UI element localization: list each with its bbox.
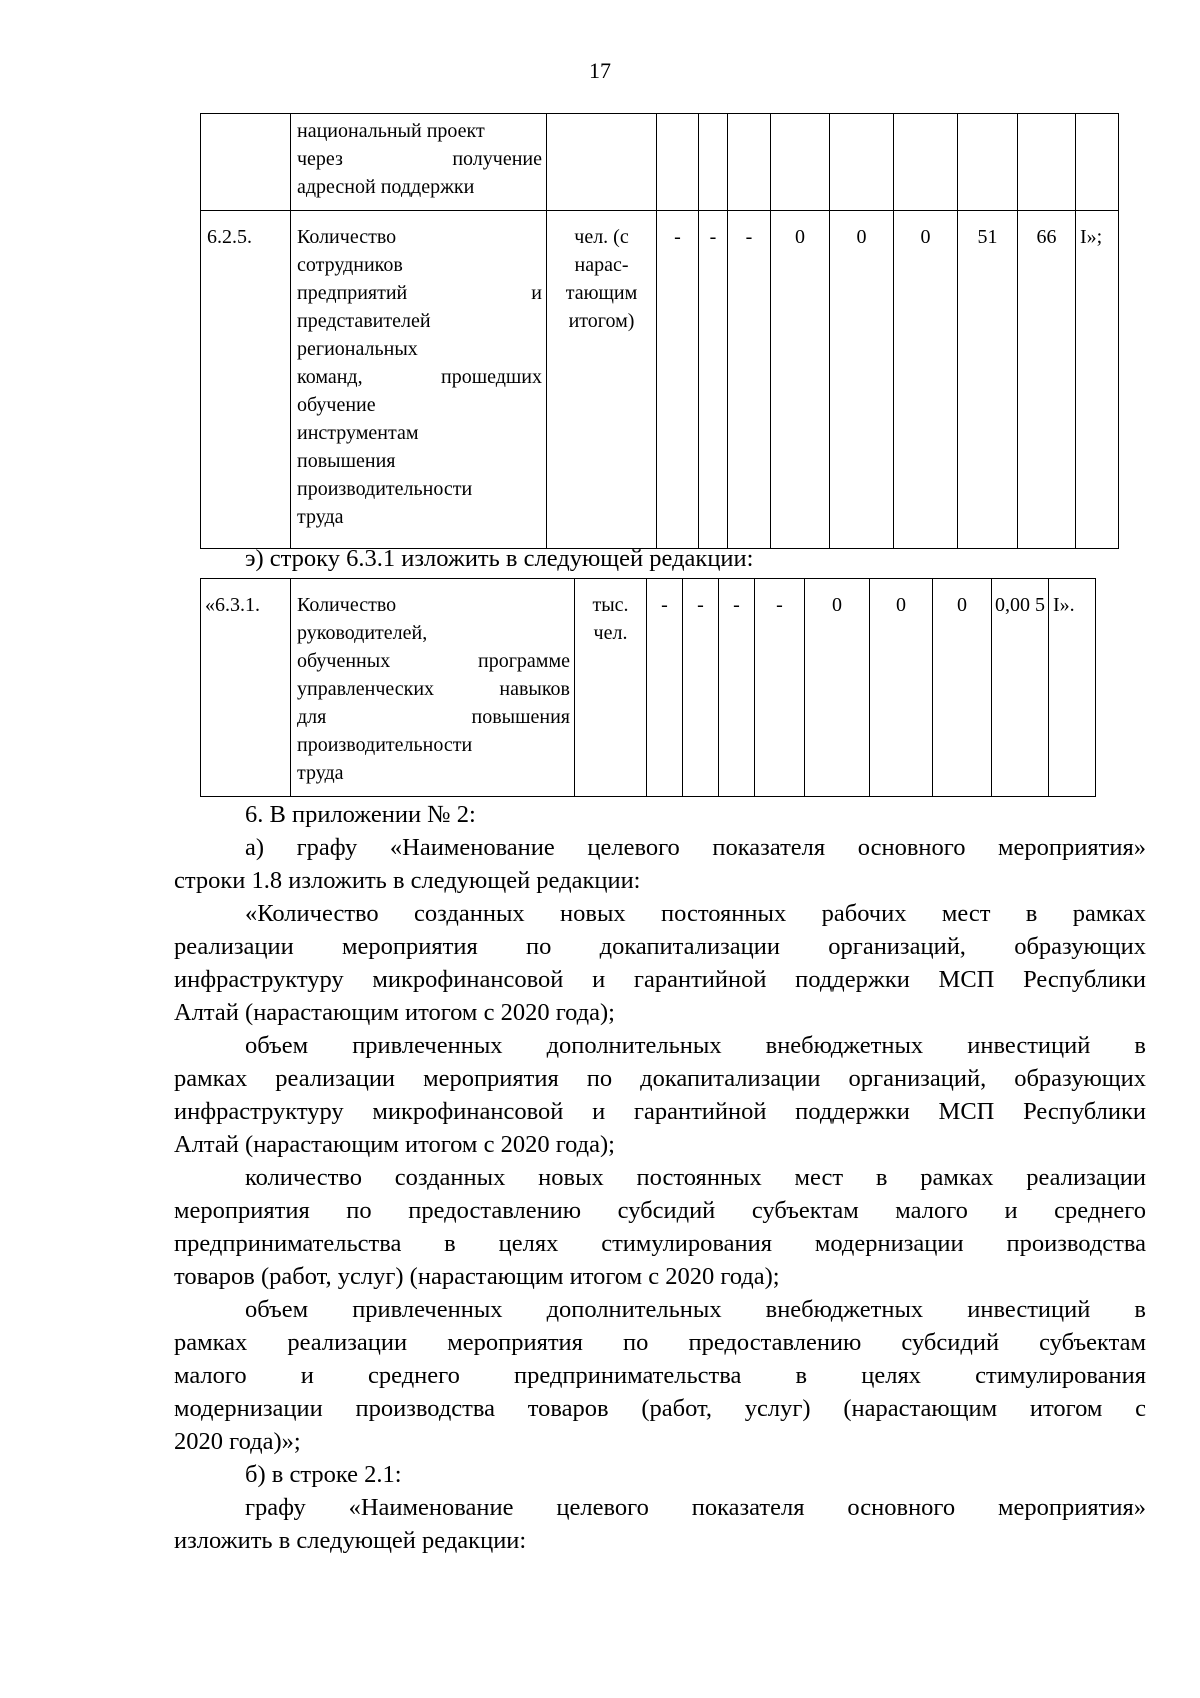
paragraph-b-column-line-1: графу «Наименование целевого показателя основного мероприятия» [245,1494,1146,1521]
paragraph-b-column-line-2: изложить в следующей редакции: [174,1527,527,1554]
value-cell: - [699,211,728,549]
quote-line-3: инфраструктуру микрофинансовой и гарантийной поддержки МСП Республики [174,966,1146,993]
row-number-cell [201,114,291,211]
subsidy-investment-line-1: объем привлеченных дополнительных внебюджетных инвестиций в [245,1296,1146,1323]
paragraph-a-line-2: строки 1.8 изложить в следующей редакции: [174,867,641,894]
indicator-name-cell: Количество сотрудников предприятий и представителей региональных команд, прошедших обучение инструментам повышения производительности труда [291,211,547,549]
indicator-name-cell: национальный проект через получение адресной поддержки [291,114,547,211]
value-cell: 0 [805,579,870,797]
value-cell [1018,114,1076,211]
indicator-table-6-3-1 [200,578,1096,797]
value-cell: - [683,579,719,797]
investment-line-3: инфраструктуру микрофинансовой и гарантийной поддержки МСП Республики [174,1098,1146,1125]
investment-line-2: рамках реализации мероприятия по докапитализации организаций, образующих [174,1065,1146,1092]
unit-cell [547,114,657,211]
value-cell: - [728,211,771,549]
quote-line-1: «Количество созданных новых постоянных рабочих мест в рамках [245,900,1146,927]
value-cell: I». [1049,579,1096,797]
paragraph-a-line-1: а) графу «Наименование целевого показателя основного мероприятия» [245,834,1146,861]
unit-cell: тыс. чел. [575,579,647,797]
value-cell: I»; [1076,211,1119,549]
subsidy-investment-line-4: модернизации производства товаров (работ, услуг) (нарастающим итогом с [174,1395,1146,1422]
table-row [201,579,1096,797]
value-cell: - [755,579,805,797]
value-cell [771,114,830,211]
value-cell [728,114,771,211]
row-number-cell: «6.3.1. [201,579,291,797]
subsidy-investment-line-3: малого и среднего предпринимательства в целях стимулирования [174,1362,1146,1389]
quote-line-4: Алтай (нарастающим итогом с 2020 года); [174,999,615,1026]
jobs-line-1: количество созданных новых постоянных мест в рамках реализации [245,1164,1146,1191]
indicator-name-cell: Количество руководителей, обученных программе управленческих навыков для повышения производительности труда [291,579,575,797]
subsidy-investment-line-2: рамках реализации мероприятия по предоставлению субсидий субъектам [174,1329,1146,1356]
value-cell [894,114,958,211]
value-cell: 0 [870,579,933,797]
value-cell [1076,114,1119,211]
value-cell [657,114,699,211]
investment-line-4: Алтай (нарастающим итогом с 2020 года); [174,1131,615,1158]
quote-line-2: реализации мероприятия по докапитализации организаций, образующих [174,933,1146,960]
value-cell [830,114,894,211]
value-cell: 0 [830,211,894,549]
page-number: 17 [589,58,611,83]
value-cell: - [719,579,755,797]
table-row [201,211,1119,549]
value-cell: 0 [771,211,830,549]
value-cell: 0,00 5 [992,579,1049,797]
jobs-line-3: предпринимательства в целях стимулирования модернизации производства [174,1230,1146,1257]
value-cell [699,114,728,211]
jobs-line-2: мероприятия по предоставлению субсидий субъектам малого и среднего [174,1197,1146,1224]
jobs-line-4: товаров (работ, услуг) (нарастающим итогом с 2020 года); [174,1263,780,1290]
investment-line-1: объем привлеченных дополнительных внебюджетных инвестиций в [245,1032,1146,1059]
paragraph-b: б) в строке 2.1: [245,1461,402,1488]
value-cell: 0 [933,579,992,797]
value-cell: 0 [894,211,958,549]
value-cell [958,114,1018,211]
value-cell: - [657,211,699,549]
table-row [201,114,1119,211]
unit-cell: чел. (с нарас- тающим итогом) [547,211,657,549]
paragraph-6: 6. В приложении № 2: [245,801,476,828]
value-cell: 51 [958,211,1018,549]
row-number-cell: 6.2.5. [201,211,291,549]
caption-e: э) строку 6.3.1 изложить в следующей редакции: [245,545,754,572]
value-cell: - [647,579,683,797]
subsidy-investment-line-5: 2020 года)»; [174,1428,301,1455]
value-cell: 66 [1018,211,1076,549]
indicator-table-continuation [200,113,1119,549]
